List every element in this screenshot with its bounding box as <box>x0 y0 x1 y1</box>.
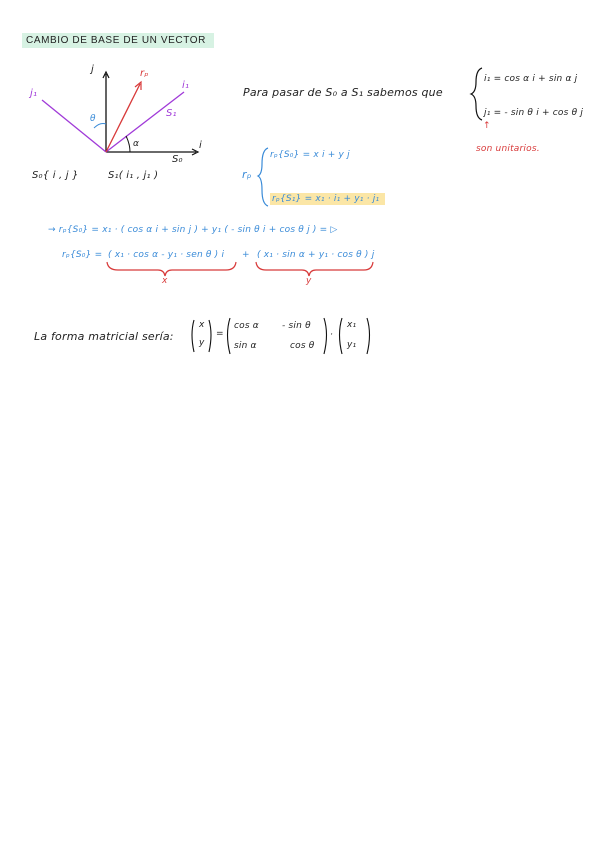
derivation-line1: → rₚ{S₀} = x₁ · ( cos α i + sin j ) + y₁ ( - sin θ i + cos θ j ) = ▷ <box>48 225 338 235</box>
derivation-plus: + <box>242 250 250 260</box>
matrix-dot: · <box>330 330 334 340</box>
m-00: cos α <box>234 321 259 331</box>
eq-j1: j₁ = - sin θ i + cos θ j <box>484 108 584 118</box>
theta-arc <box>94 124 106 129</box>
matrix-paren-open <box>228 318 231 354</box>
para-pasar-text: Para pasar de S₀ a S₁ sabemos que <box>243 86 443 99</box>
m-11: cos θ <box>290 341 315 351</box>
vleft-y: y <box>199 338 205 348</box>
matrix-equals: = <box>216 329 224 339</box>
underbrace-y <box>256 262 373 276</box>
equations-brace <box>471 68 482 120</box>
j1-label: j₁ <box>30 88 38 99</box>
j-axis-label: j <box>91 64 94 75</box>
base-s0: S₀{ i , j } <box>32 170 79 181</box>
i1-label: i₁ <box>182 80 190 91</box>
derivation-line2-lhs: rₚ{S₀} = <box>62 250 103 260</box>
i-axis-label: i <box>199 140 202 151</box>
theta-label: θ <box>90 114 96 124</box>
rp-system-brace <box>258 148 268 206</box>
vleft-paren-open <box>192 320 194 352</box>
eq-i1: i₁ = cos α i + sin α j <box>484 74 578 84</box>
rp-system-label: rₚ <box>242 168 252 181</box>
up-arrow-icon: ↑ <box>483 121 491 131</box>
rp-s1-eq: rₚ{S₁} = x₁ · i₁ + y₁ · j₁ <box>270 193 385 205</box>
matrix-paren-close <box>324 318 327 354</box>
base-s1: S₁( i₁ , j₁ ) <box>108 170 159 181</box>
alpha-arc <box>126 136 130 152</box>
vright-paren-close <box>367 318 370 354</box>
vright-paren-open <box>340 318 343 354</box>
derivation-part-y: ( x₁ · sin α + y₁ · cos θ ) j <box>257 250 375 260</box>
vright-x1: x₁ <box>347 320 357 330</box>
label-y: y <box>306 276 312 286</box>
label-x: x <box>162 276 168 286</box>
m-01: - sin θ <box>282 321 311 331</box>
underbrace-x <box>107 262 236 276</box>
vright-y1: y₁ <box>347 340 357 350</box>
m-10: sin α <box>234 341 257 351</box>
rp-label: rₚ <box>140 68 149 79</box>
rp-s0-eq: rₚ{S₀} = x i + y j <box>270 150 350 160</box>
alpha-label: α <box>133 139 140 149</box>
son-unitarios-note: son unitarios. <box>476 144 540 154</box>
vleft-x: x <box>199 320 205 330</box>
i1-axis-line <box>106 92 184 152</box>
page-title: CAMBIO DE BASE DE UN VECTOR <box>22 33 214 48</box>
matrix-intro: La forma matricial sería: <box>34 330 174 343</box>
s1-label: S₁ <box>166 108 177 119</box>
vleft-paren-close <box>209 320 211 352</box>
s0-label: S₀ <box>172 154 183 165</box>
derivation-part-x: ( x₁ · cos α - y₁ · sen θ ) i <box>108 250 225 260</box>
